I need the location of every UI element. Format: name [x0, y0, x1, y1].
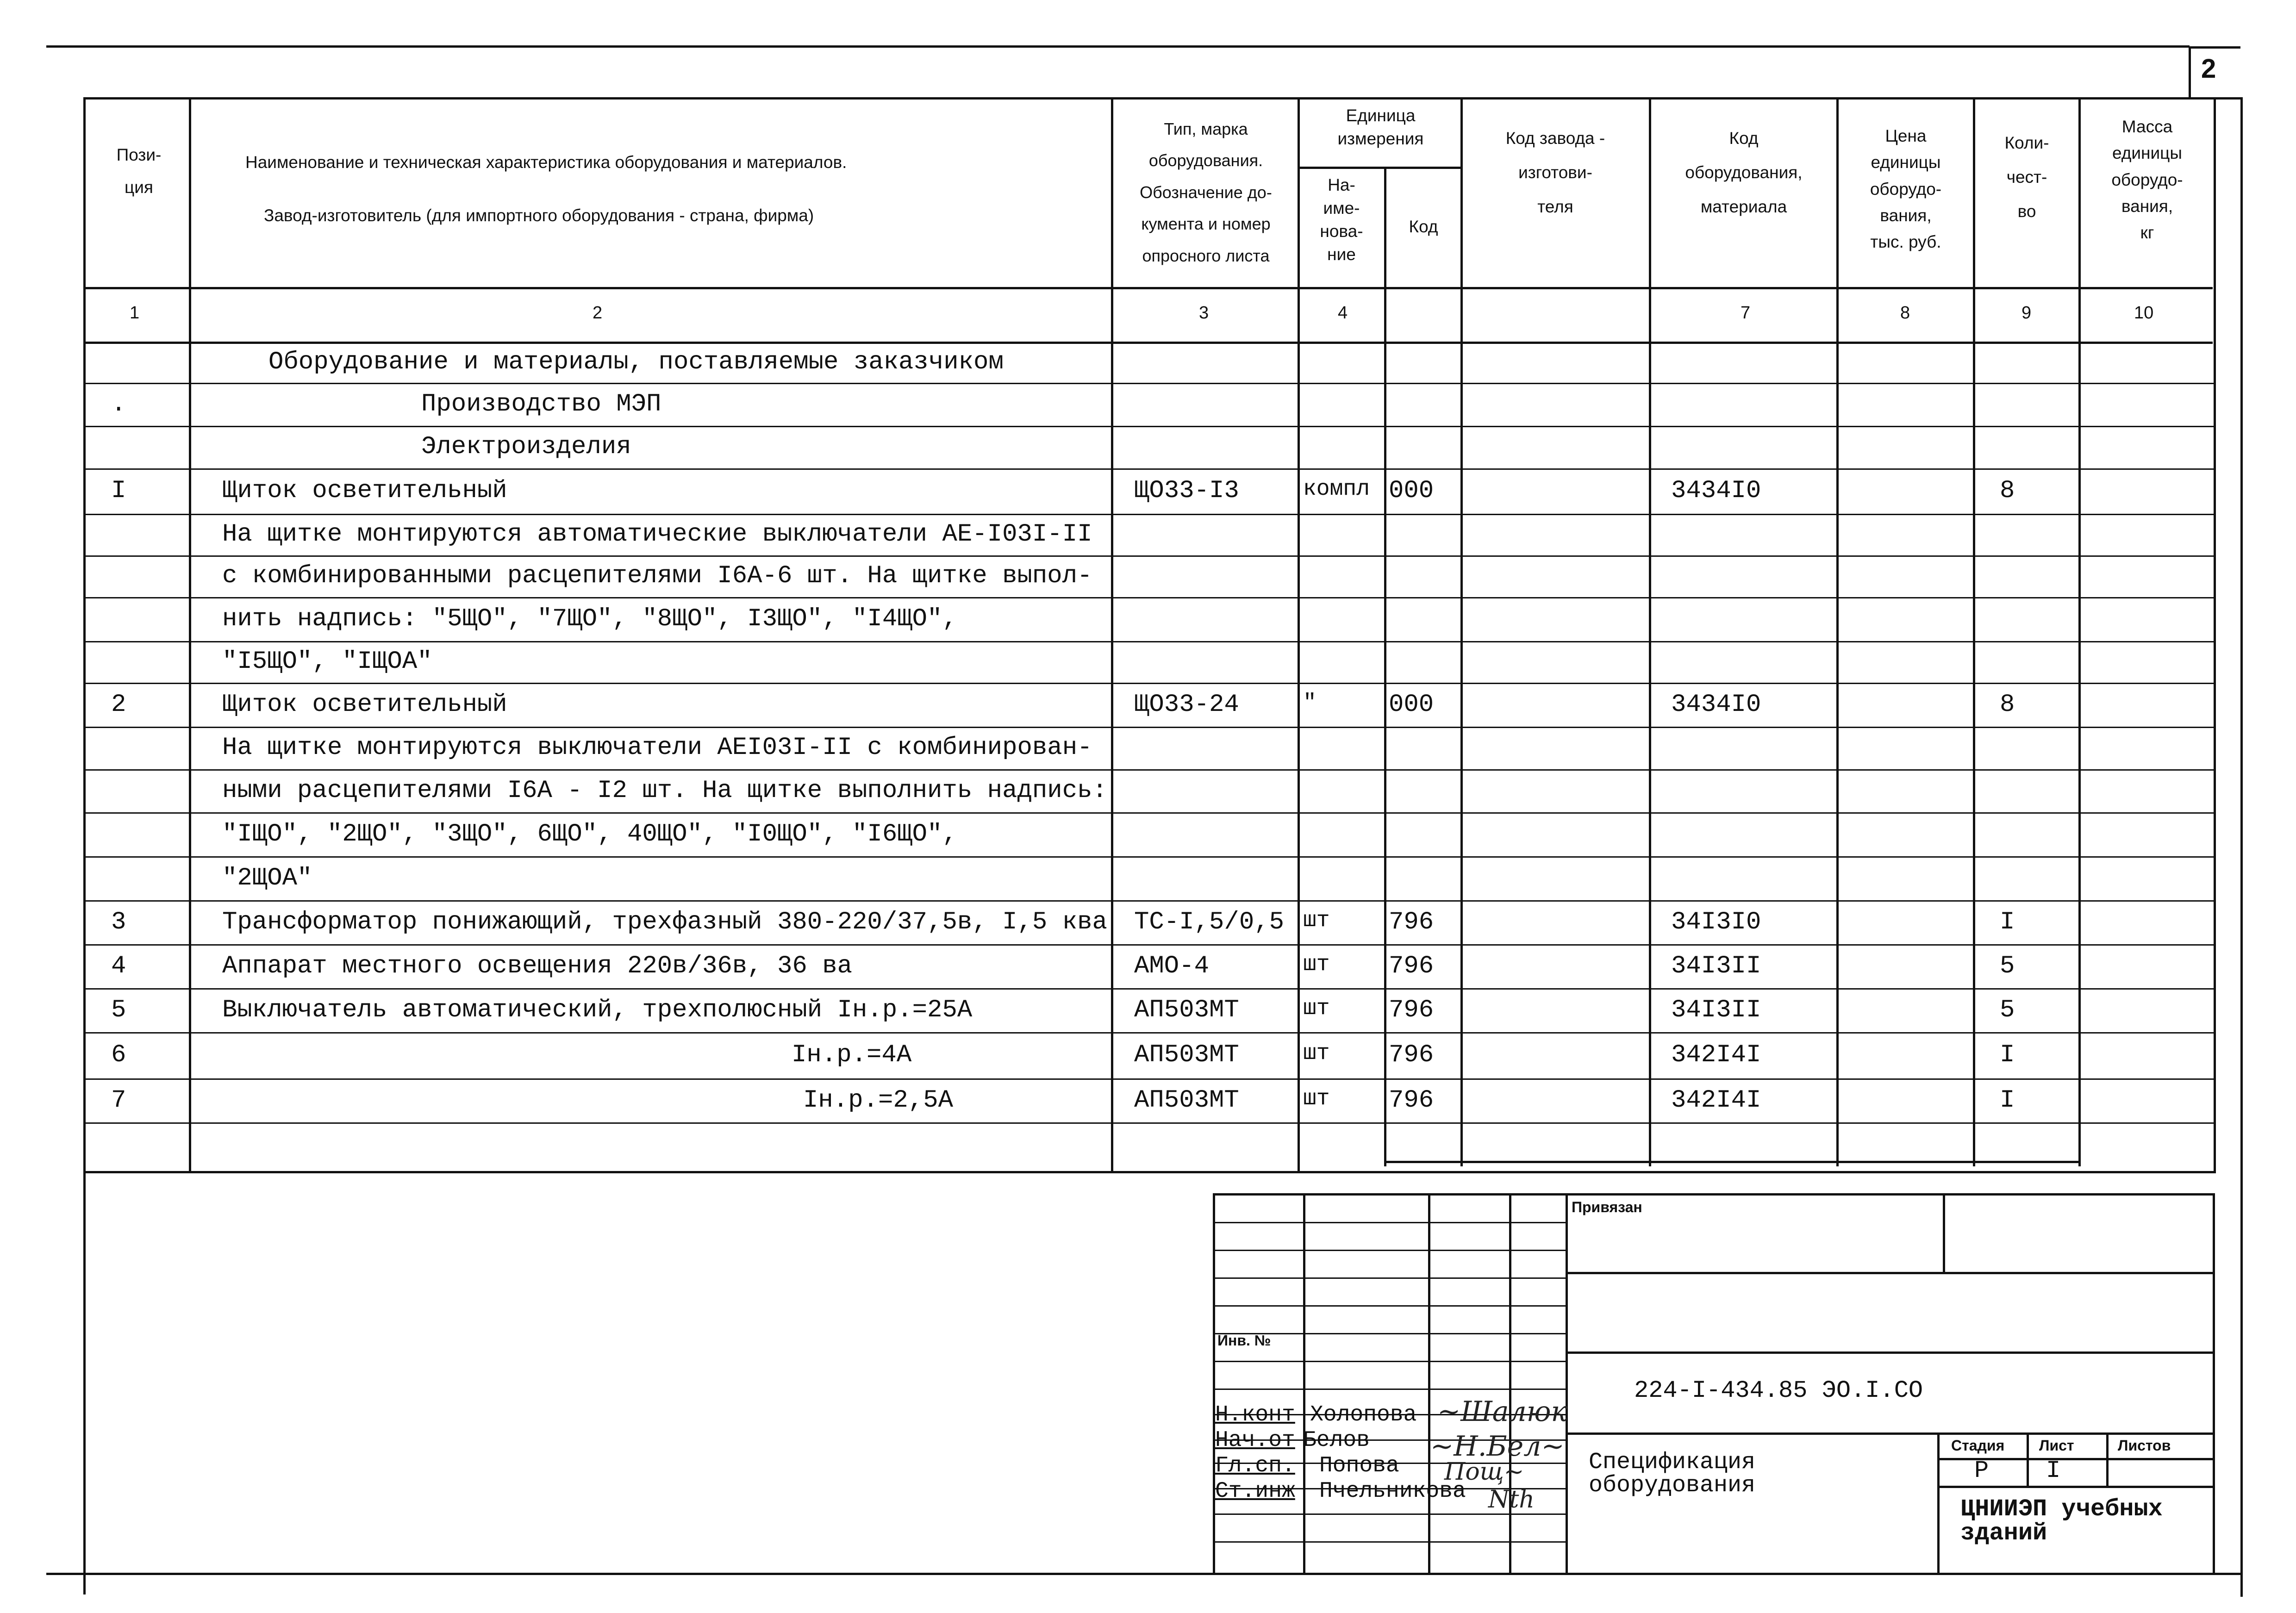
cell-type: ЩО33-24: [1134, 690, 1239, 719]
cell-text: нить надпись: "5ЩО", "7ЩО", "8ЩО", I3ЩО", "I4ЩО",: [222, 604, 957, 633]
header-unit-code: Код: [1409, 217, 1438, 236]
cell-text: "IЩО", "2ЩО", "3ЩО", 6ЩО", 40ЩО", "I0ЩО", "I6ЩО",: [222, 820, 957, 848]
cell-text: На щитке монтируются выключатели АЕI03I-II с комбинирован-: [222, 734, 1092, 762]
header-item-code: Код оборудования, материала: [1685, 129, 1803, 216]
cell-pos: 7: [111, 1086, 126, 1115]
signature: Nth: [1488, 1486, 1535, 1513]
sheet-value: I: [2046, 1457, 2061, 1484]
cell-text: Щиток осветительный: [222, 477, 507, 505]
block-bottom: [1384, 1161, 2078, 1163]
colnum-bottom: [83, 342, 2213, 344]
cell-text: Выключатель автоматический, трехполюсный Iн.р.=25А: [222, 996, 973, 1024]
cell-code: 796: [1389, 908, 1434, 936]
header-name-line1: Наименование и техническая характеристика оборудования и материалов.: [245, 153, 847, 172]
cell-text: Iн.р.=4А: [792, 1041, 912, 1069]
colnum: 7: [1741, 303, 1751, 323]
cell-text: Щиток осветительный: [222, 690, 507, 719]
table-bottom: [83, 1171, 2214, 1173]
colnum: 3: [1199, 303, 1209, 323]
row-line: [83, 1122, 2214, 1124]
cell-code: 000: [1389, 690, 1434, 719]
col-line: [1836, 97, 1839, 1166]
col-line: [1384, 167, 1386, 1166]
cell-type: ЩО33-I3: [1134, 477, 1239, 505]
cell-code: 796: [1389, 952, 1434, 980]
stamp-row-line: [1213, 1361, 1566, 1362]
right-border: [2240, 97, 2243, 1597]
col-line: [2078, 97, 2081, 1166]
stamp-row-line: [1213, 1305, 1566, 1307]
cell-qty: 5: [2000, 952, 2015, 980]
header-bottom: [83, 287, 2213, 289]
header-mass: Масса единицы оборудо- вания, кг: [2111, 117, 2183, 243]
signature: Пощ~: [1444, 1458, 1524, 1486]
cell-pos: 4: [111, 952, 126, 980]
top-rule: [46, 45, 2190, 48]
stamp-line: [1566, 1432, 2214, 1435]
cell-qty: I: [2000, 1086, 2015, 1115]
privyazan-label: Привязан: [1572, 1199, 1642, 1215]
cell-item: 34I3II: [1671, 996, 1761, 1024]
header-price: Цена единицы оборудо- вания, тыс. руб.: [1870, 126, 1942, 252]
stage-label: Стадия: [1951, 1437, 2005, 1454]
row-line: [83, 1032, 2214, 1034]
row-line: [83, 468, 2214, 470]
col-line: [2214, 97, 2216, 1173]
cell-qty: I: [2000, 1041, 2015, 1069]
cell-pos: 2: [111, 690, 126, 719]
col-line: [1460, 97, 1463, 1166]
cell-unit: шт: [1303, 908, 1330, 933]
cell-item: 34I3I0: [1671, 908, 1761, 936]
cell-qty: 8: [2000, 477, 2015, 505]
left-border: [83, 97, 86, 1594]
cell-unit: шт: [1303, 1041, 1330, 1066]
row-line: [83, 812, 2214, 814]
header-pos: Пози- ция: [116, 145, 162, 197]
row-line: [83, 988, 2214, 990]
bottom-border: [46, 1573, 2240, 1575]
stamp-role: Нач.от: [1215, 1428, 1295, 1453]
header-qty: Коли- чест- во: [2004, 133, 2049, 221]
unit-sub-line: [1298, 167, 1462, 169]
stamp-top: [1213, 1193, 2213, 1196]
row-line: [83, 426, 2214, 427]
sheets-label: Листов: [2118, 1437, 2171, 1454]
stamp-line: [2027, 1432, 2029, 1486]
cell-text: "I5ЩО", "IЩОА": [222, 648, 432, 676]
row-line: [83, 641, 2214, 642]
cell-item: 3434I0: [1671, 477, 1761, 505]
cell-pos: 6: [111, 1041, 126, 1069]
cell-text: На щитке монтируются автоматические выключатели АЕ-I03I-II: [222, 520, 1092, 548]
cell-pos: 3: [111, 908, 126, 936]
sheet-number: 2: [2201, 54, 2216, 84]
cell-text: ными расцепителями I6А - I2 шт. На щитке выполнить надпись:: [222, 776, 1107, 805]
row-line: [83, 383, 2214, 384]
cell-code: 796: [1389, 996, 1434, 1024]
stamp-line: [1566, 1193, 1568, 1573]
table-top: [83, 97, 2243, 100]
stamp-row-line: [1213, 1541, 1566, 1543]
cell-text: Аппарат местного освещения 220в/36в, 36 ва: [222, 952, 853, 980]
stamp-line: [1937, 1432, 1940, 1573]
col-line: [1649, 97, 1651, 1166]
cell-text: Оборудование и материалы, поставляемые заказчиком: [268, 348, 1004, 376]
cell-text: Iн.р.=2,5А: [803, 1086, 954, 1115]
row-line: [83, 856, 2214, 858]
row-line: [83, 944, 2214, 946]
stamp-person-name: Попова: [1319, 1453, 1399, 1478]
row-line: [83, 683, 2214, 684]
stamp-line: [1566, 1351, 2214, 1354]
cell-text: Электроизделия: [421, 433, 631, 461]
colnum: 2: [593, 303, 603, 323]
cell-item: 34I3II: [1671, 952, 1761, 980]
col-line: [1973, 97, 1975, 1166]
sheet-label: Лист: [2039, 1437, 2074, 1454]
cell-text: Трансформатор понижающий, трехфазный 380-220/37,5в, I,5 ква: [222, 908, 1107, 936]
cell-code: 796: [1389, 1041, 1434, 1069]
header-factory-code: Код завода - изготови- теля: [1505, 129, 1605, 216]
cell-qty: 5: [2000, 996, 2015, 1024]
stage-value: Р: [1974, 1457, 1989, 1484]
stamp-row-line: [1213, 1277, 1566, 1279]
row-line: [83, 727, 2214, 728]
stamp-role: Ст.инж: [1215, 1479, 1295, 1504]
cell-unit: шт: [1303, 1086, 1330, 1111]
cell-type: АП503МТ: [1134, 1086, 1239, 1115]
stamp-person-name: Пчельникова: [1319, 1479, 1466, 1504]
stamp-row-line: [1213, 1222, 1566, 1223]
header-type: Тип, марка оборудования. Обозначение до- кумента и номер опросного листа: [1140, 119, 1272, 265]
cell-item: 3434I0: [1671, 690, 1761, 719]
border: [2189, 46, 2240, 49]
border: [2189, 46, 2191, 100]
stamp-row-line: [1213, 1389, 1566, 1390]
stamp-row-line: [1213, 1250, 1566, 1251]
cell-type: ТС-I,5/0,5: [1134, 908, 1285, 936]
cell-type: АП503МТ: [1134, 996, 1239, 1024]
stamp-person-name: Белов: [1303, 1428, 1370, 1453]
col-line: [1111, 97, 1113, 1173]
header-unit-group: Единица измерения: [1337, 106, 1424, 148]
colnum: 10: [2134, 303, 2154, 323]
stamp-person-name: Холопова: [1310, 1402, 1417, 1427]
cell-qty: 8: [2000, 690, 2015, 719]
cell-unit: шт: [1303, 996, 1330, 1021]
row-line: [83, 514, 2214, 515]
row-line: [83, 597, 2214, 598]
header-unit-name: На- име- нова- ние: [1320, 175, 1363, 264]
header-name-line2: Завод-изготовитель (для импортного оборудования - страна, фирма): [264, 206, 814, 225]
cell-unit: компл: [1303, 477, 1370, 502]
colnum: 9: [2021, 303, 2032, 323]
cell-text: "2ЩОА": [222, 864, 312, 892]
cell-item: 342I4I: [1671, 1086, 1761, 1115]
cell-text: Производство МЭП: [421, 390, 661, 418]
organization: ЦНИИЭП учебных зданий: [1960, 1495, 2163, 1547]
stamp-row-line: [1213, 1513, 1566, 1515]
cell-unit: ": [1303, 690, 1316, 716]
stamp-line: [2106, 1432, 2109, 1486]
col-line: [189, 97, 191, 1173]
row-line: [83, 769, 2214, 771]
cell-type: АМО-4: [1134, 952, 1210, 980]
stamp-line: [2213, 1193, 2215, 1573]
signature: ~Н.Бел~: [1430, 1430, 1565, 1463]
row-line: [83, 900, 2214, 902]
colnum: 8: [1900, 303, 1910, 323]
signature: ~Шалюк: [1437, 1395, 1568, 1428]
stamp-role: Гл.сп.: [1215, 1453, 1295, 1478]
colnum: 1: [130, 303, 140, 323]
cell-pos: I: [111, 477, 126, 505]
stamp-line: [1566, 1272, 2214, 1274]
cell-type: АП503МТ: [1134, 1041, 1239, 1069]
row-line: [83, 555, 2214, 557]
cell-text: с комбинированными расцепителями I6А-6 шт. На щитке выпол-: [222, 562, 1092, 590]
cell-code: 000: [1389, 477, 1434, 505]
stamp-line: [1937, 1486, 2214, 1488]
colnum: 4: [1338, 303, 1348, 323]
stamp-role: Н.конт: [1215, 1402, 1295, 1427]
row-line: [83, 1078, 2214, 1080]
cell-code: 796: [1389, 1086, 1434, 1115]
cell-pos: 5: [111, 996, 126, 1024]
cell-pos: .: [111, 390, 126, 418]
cell-unit: шт: [1303, 952, 1330, 977]
cell-qty: I: [2000, 908, 2015, 936]
doc-code: 224-I-434.85 ЭО.I.СО: [1634, 1377, 1923, 1404]
stamp-line: [1943, 1193, 1945, 1272]
cell-item: 342I4I: [1671, 1041, 1761, 1069]
inv-label: Инв. №: [1217, 1332, 1271, 1349]
doc-title: Спецификация оборудования: [1589, 1449, 1756, 1499]
